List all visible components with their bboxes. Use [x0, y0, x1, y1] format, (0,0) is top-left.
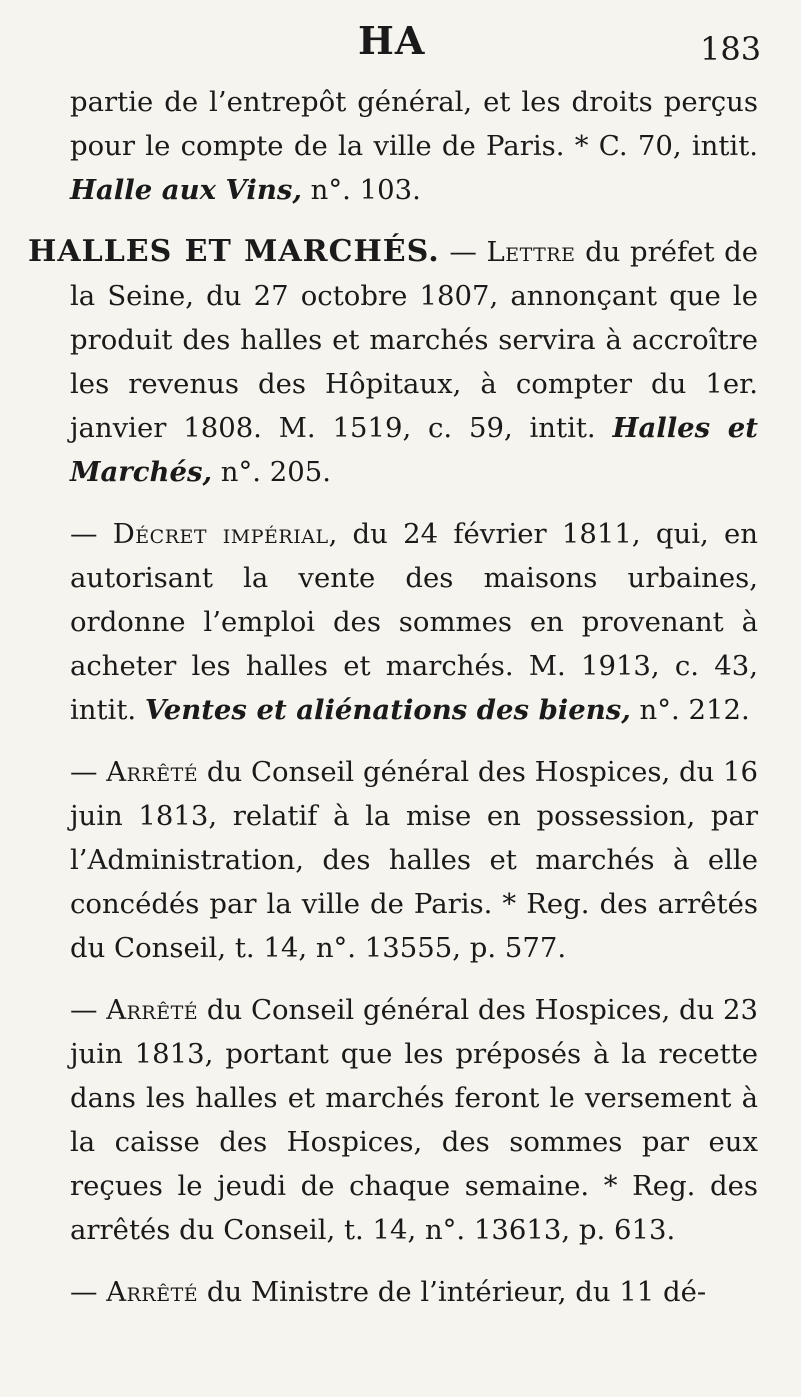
title-reference: Halle aux Vins,: [70, 174, 302, 206]
document-type: Décret impérial: [112, 518, 329, 550]
paragraph-continuation: [28, 80, 758, 212]
running-title: HA: [358, 18, 426, 63]
title-reference: Ventes et aliénations des biens,: [144, 694, 631, 726]
entry-arrete-16-juin: [28, 750, 758, 970]
entry-decret-imperial: [28, 512, 758, 732]
entry-arrete-23-juin: [28, 988, 758, 1252]
text-run: partie de l’entrepôt général, et les droits perçus pour le compte de la ville de Paris. * C. 70, intit.: [70, 86, 758, 162]
text-run: du Conseil général des Hospices, du 23 juin 1813, portant que les préposés à la recette dans les halles et marchés feront le versement à la caisse des Hospices, des sommes par eux reçues le jeudi de chaque semaine. * Reg. des arrêtés du Conseil, t. 14, n°. 13613, p. 613.: [70, 994, 759, 1246]
document-type: Lettre: [486, 236, 576, 268]
entry-halles-et-marches: [28, 230, 758, 494]
text-run: —: [70, 994, 107, 1026]
running-header: [0, 12, 801, 82]
text-run: du Ministre de l’intérieur, du 11 dé-: [198, 1276, 707, 1308]
text-run: n°. 205.: [212, 456, 331, 488]
document-type: Arrêté: [106, 756, 199, 788]
text-run: n°. 103.: [301, 174, 421, 206]
text-run: du Conseil général des Hospices, du 16 juin 1813, relatif à la mise en possession, par l’Administration, des halles et marchés à elle concédés par la ville de Paris. * Reg. des arrêtés du Conseil, t. 14, n°. 13555, p. 577.: [70, 756, 759, 964]
title-reference: Halles et Marchés,: [70, 412, 759, 488]
text-run: —: [70, 1276, 107, 1308]
entry-arrete-ministre: [28, 1270, 758, 1314]
text-run: , du 24 février 1811, qui, en autorisant la vente des maisons urbaines, ordonne l’emploi des sommes en provenant à acheter les halles et marchés. M. 1913, c. 43, intit.: [70, 518, 758, 726]
page-number: 183: [700, 30, 762, 68]
text-run: —: [70, 518, 113, 550]
text-run: —: [439, 236, 487, 268]
document-type: Arrêté: [106, 994, 199, 1026]
document-type: Arrêté: [106, 1276, 199, 1308]
text-run: —: [70, 756, 107, 788]
text-run: n°. 212.: [630, 694, 750, 726]
body-text: [28, 80, 758, 1314]
section-heading: HALLES ET MARCHÉS.: [28, 234, 440, 269]
text-run: du préfet de la Seine, du 27 octobre 1807, annonçant que le produit des halles et marchés servira à accroître les revenus des Hôpitaux, à compter du 1er. janvier 1808. M. 1519, c. 59, intit.: [70, 236, 759, 444]
